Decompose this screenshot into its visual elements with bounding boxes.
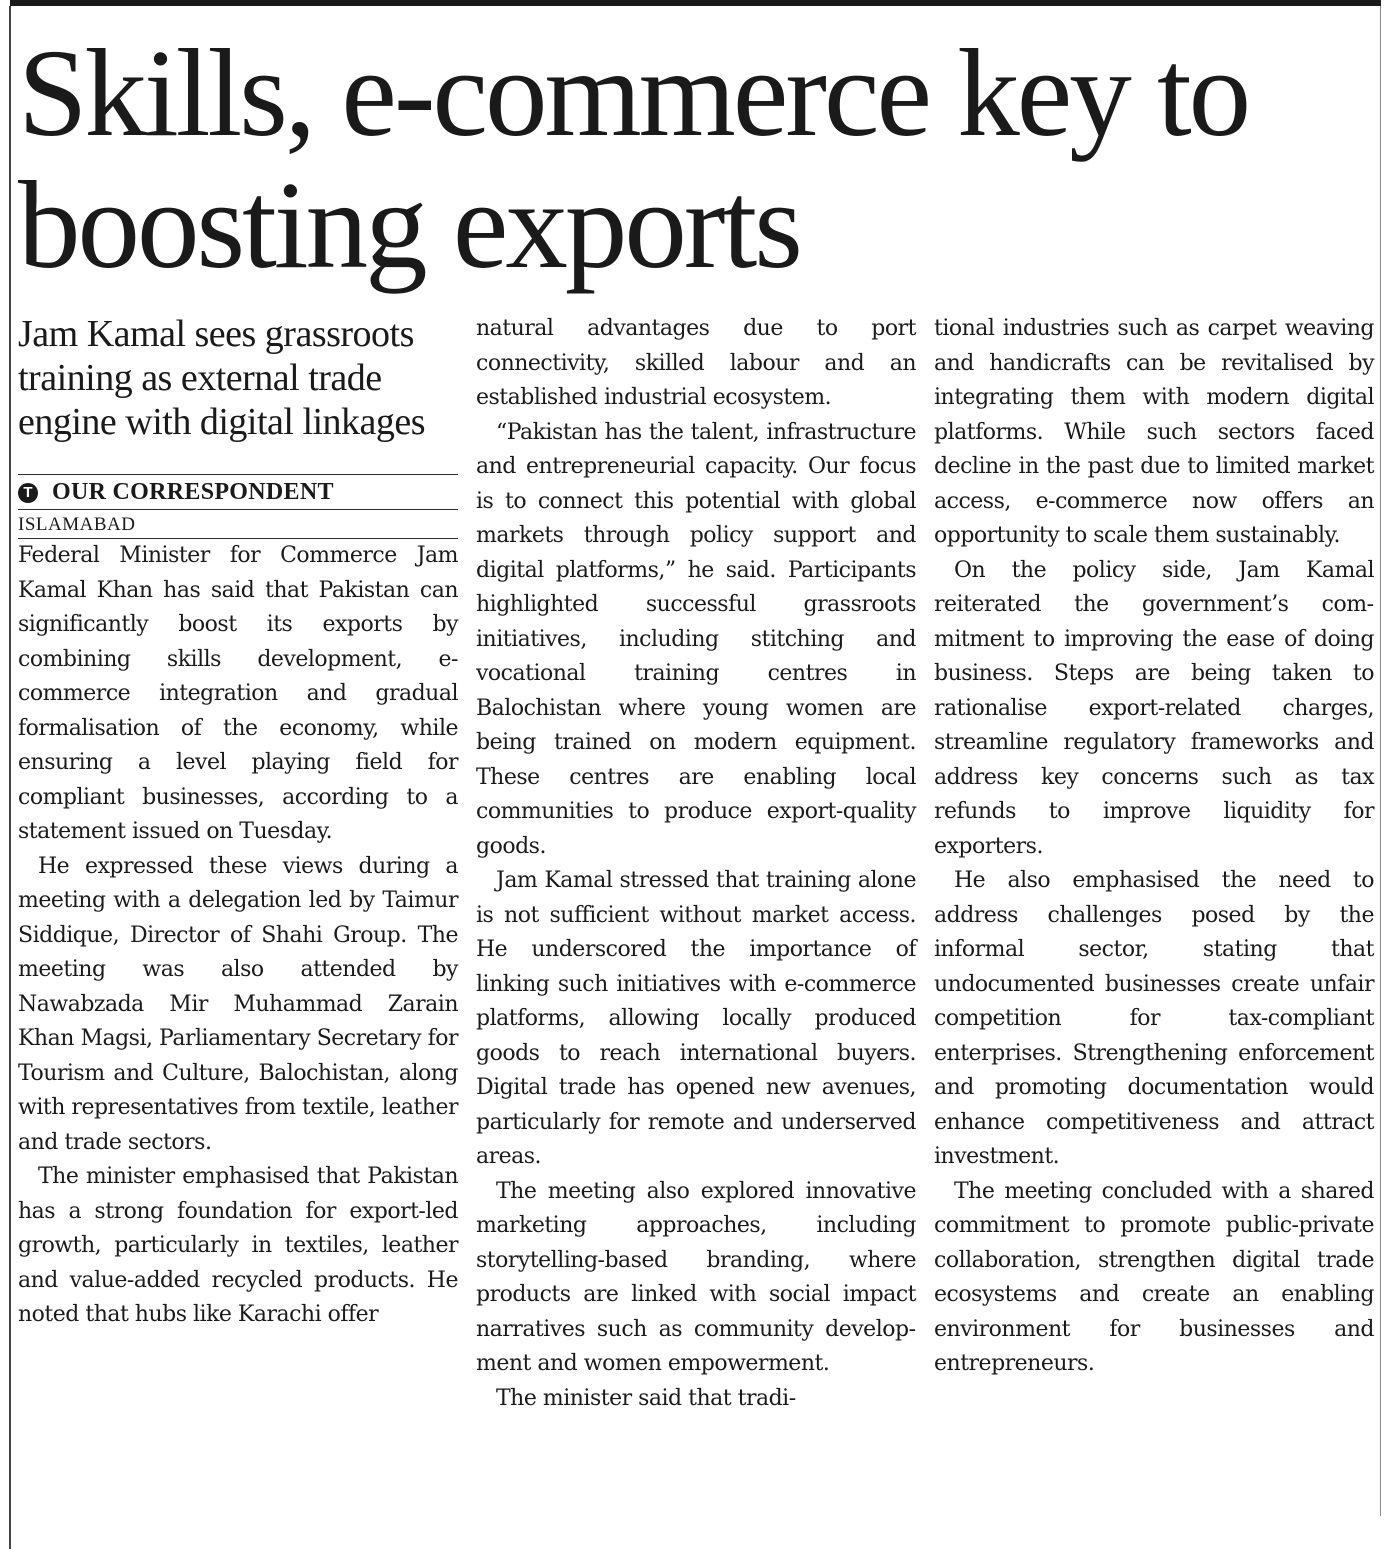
paragraph: tional industries such as carpet weaving and handicrafts can be revitalised by integrating them with modern digital platforms. While such sectors faced decline in the past due to limited market access, e-commerce now offers an opportunity to scale them sustainably. [934, 316, 1374, 548]
newspaper-logo-icon: T [18, 483, 38, 503]
article-body-col2 [476, 312, 916, 1416]
top-rule [10, 0, 1381, 6]
headline: Skills, e-commerce key to boosting exports [18, 25, 1249, 295]
column-2 [476, 312, 916, 1416]
paragraph: Jam Kamal stressed that training alone is not sufficient without market access. He underscored the importance of linking such initiatives with e-commerce platforms, allowing locally produced goods to reach international buyers. Digital trade has opened new avenues, particularly for remote and underserved areas. [476, 868, 916, 1169]
paragraph: The meeting also explored innovative marketing approaches, including storytelling-based branding, where products are linked with social impact narratives such as community development and women empowerment. [476, 1178, 916, 1376]
paragraph: Federal Minister for Commerce Jam Kamal Khan has said that Pakistan can significantly boost its exports by combining skills development, e-commerce integration and gradual formalisation of the economy, while ensuring a level playing field for compliant businesses, according to a statement issued on Tuesday. [18, 543, 458, 844]
paragraph: The meeting concluded with a shared commitment to promote public-private collaboration, strengthen digital trade ecosystems and create an enabling environment for businesses and entrepreneurs. [934, 1178, 1374, 1376]
author-name: OUR CORRESPONDENT [52, 479, 334, 505]
paragraph: natural advantages due to port connectivity, skilled labour and an established industrial ecosystem. [476, 316, 916, 410]
article-body-col3 [934, 312, 1374, 1382]
byline [18, 474, 458, 510]
paragraph: He also emphasised the need to address challenges posed by the informal sector, stating that undocumented businesses create unfair competition for tax-compliant enterprises. Strengthening enforcement and promoting documentation would enhance competitiveness and attract investment. [934, 868, 1374, 1169]
paragraph: On the policy side, Jam Kamal reiterated the government’s commitment to improving the ease of doing business. Steps are being taken to rationalise export-related charges, streamline regulatory frameworks and address key concerns such as tax refunds to improve liquidity for exporters. [934, 557, 1374, 859]
deck-subheadline: Jam Kamal sees grassroots training as external trade engine with digital linkages [18, 313, 426, 443]
column-1 [18, 312, 458, 1333]
column-3 [934, 312, 1374, 1382]
article-body-col1 [18, 539, 458, 1333]
paragraph: The minister emphasised that Pakistan has a strong foundation for export-led growth, particularly in textiles, leather and value-added recycled products. He noted that hubs like Karachi offer [18, 1164, 458, 1327]
right-border-rule [1380, 6, 1381, 1516]
left-border-rule [9, 6, 11, 1549]
paragraph: “Pakistan has the talent, infrastructure and entrepreneurial capacity. Our focus is to connect this potential with global markets through policy support and digital platforms,” he said. Participants highlighted successful grassroots initiatives, including stitching and vocational training centres in Balochistan where young women are being trained on modern equipment. These centres are enabling local communities to produce export-quality goods. [476, 419, 916, 859]
dateline: ISLAMABAD [18, 510, 458, 539]
paragraph: He expressed these views during a meeting with a delegation led by Taimur Siddique, Director of Shahi Group. The meeting was also attended by Nawabzada Mir Muhammad Zarain Khan Magsi, Parliamentary Secretary for Tourism and Culture, Balochistan, along with representatives from textile, leather and trade sectors. [18, 853, 458, 1155]
paragraph: The minister said that tradi- [496, 1385, 796, 1411]
